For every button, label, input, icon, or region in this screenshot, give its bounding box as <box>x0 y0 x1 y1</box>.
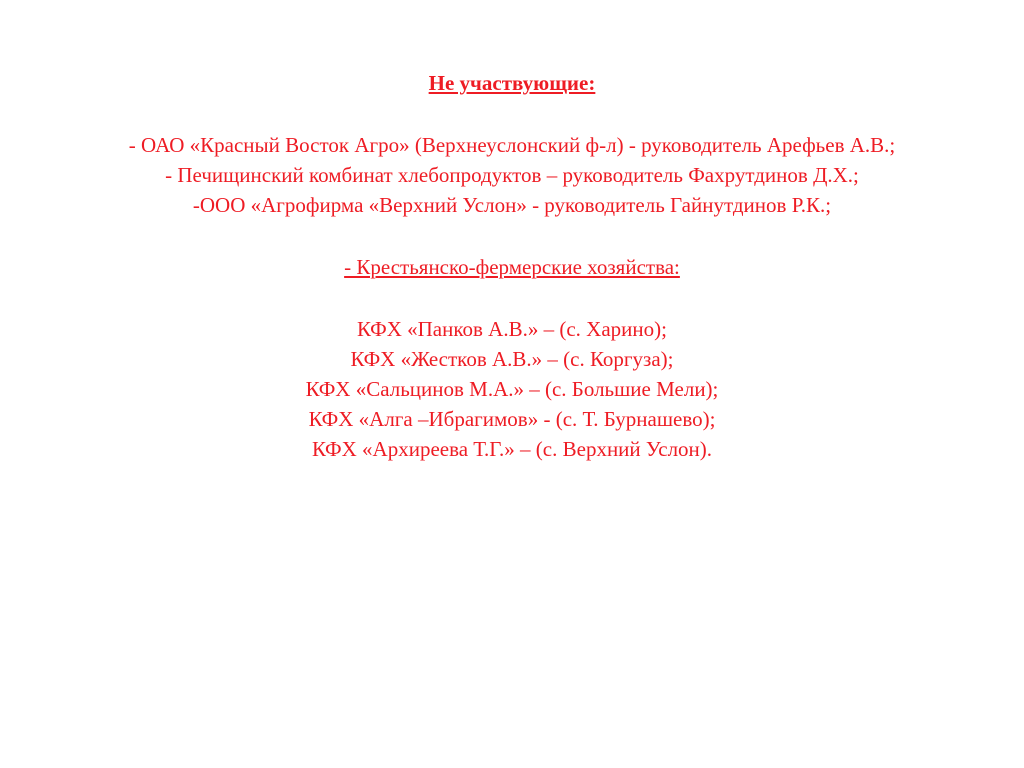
heading-not-participating: Не участвующие: <box>428 71 596 95</box>
farm-line: КФХ «Архиреева Т.Г.» – (с. Верхний Услон). <box>311 437 713 461</box>
organization-line: - Печищинский комбинат хлебопродуктов – руководитель Фахрутдинов Д.Х.; <box>165 163 859 187</box>
organization-line: -ООО «Агрофирма «Верхний Услон» - руководитель Гайнутдинов Р.К.; <box>192 193 832 217</box>
farms-heading: - Крестьянско-фермерские хозяйства: <box>344 255 680 279</box>
farm-line: КФХ «Сальцинов М.А.» – (с. Большие Мели); <box>305 377 719 401</box>
farm-line: КФХ «Жестков А.В.» – (с. Коргуза); <box>350 347 674 371</box>
organization-line: - ОАО «Красный Восток Агро» (Верхнеуслонский ф-л) - руководитель Арефьев А.В.; <box>128 133 896 157</box>
farm-line: КФХ «Панков А.В.» – (с. Харино); <box>357 317 667 341</box>
farm-line: КФХ «Алга –Ибрагимов» - (с. Т. Бурнашево); <box>308 407 716 431</box>
